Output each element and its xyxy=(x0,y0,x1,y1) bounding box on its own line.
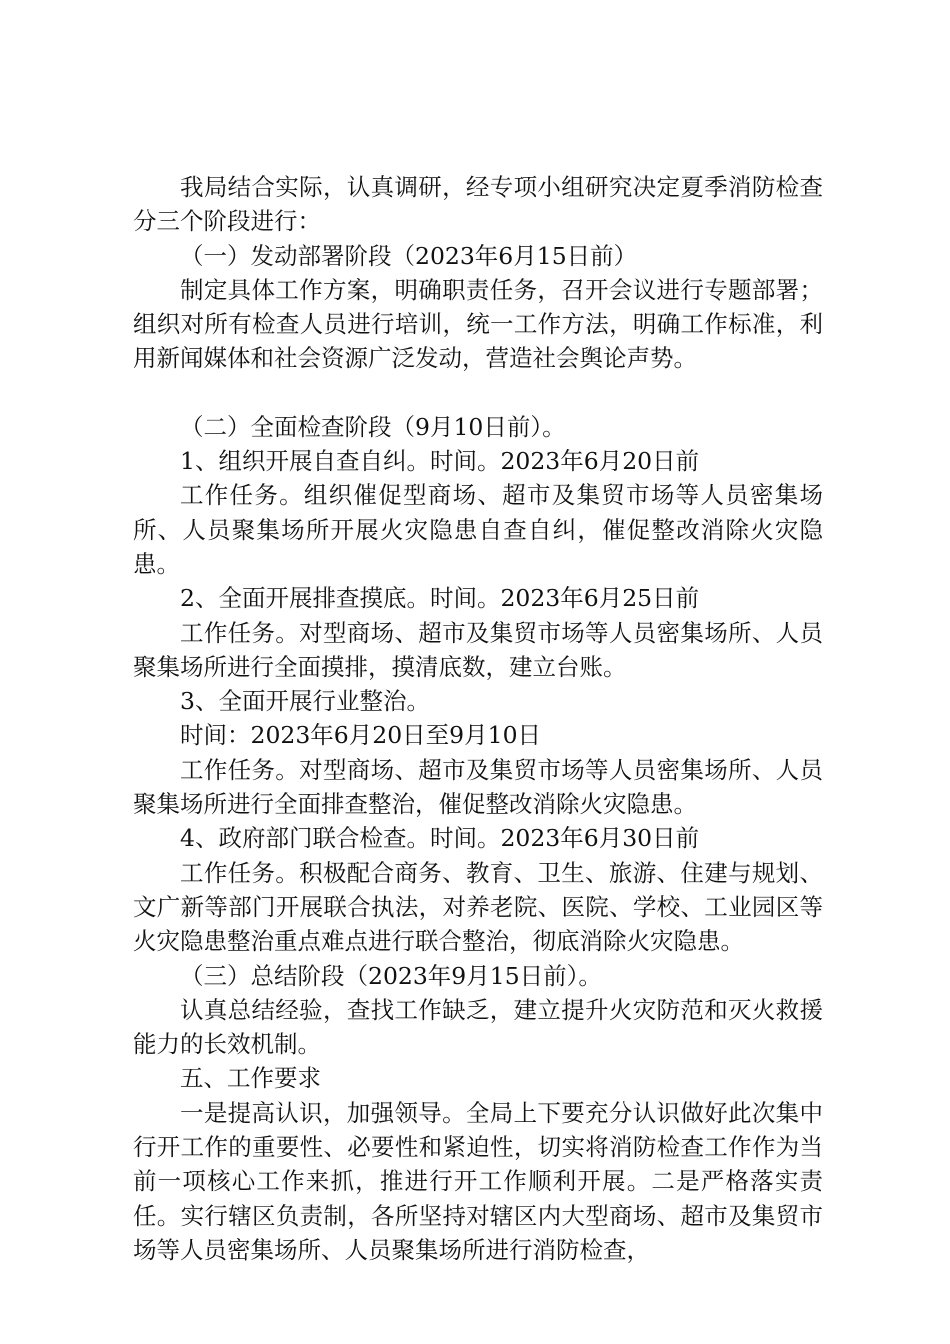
item-3-time: 时间：2023年6月20日至9月10日 xyxy=(180,721,542,750)
item-4-task: 工作任务。积极配合商务、教育、卫生、旅游、住建与规划、文广新等部门开展联合执法，对养老院、医院、学校、工业园区等火灾隐患整治重点难点进行联合整治，彻底消除火灾隐患。 xyxy=(133,858,823,956)
heading-phase-2: （二）全面检查阶段（9月10日前）。 xyxy=(180,412,566,441)
item-2-task: 工作任务。对型商场、超市及集贸市场等人员密集场所、人员聚集场所进行全面摸排，摸清底数，建立台账。 xyxy=(133,618,823,681)
heading-phase-3: （三）总结阶段（2023年9月15日前）。 xyxy=(180,961,602,990)
item-3-task: 工作任务。对型商场、超市及集贸市场等人员密集场所、人员聚集场所进行全面排查整治，催促整改消除火灾隐患。 xyxy=(133,755,823,819)
item-1-title: 1、组织开展自查自纠。时间。2023年6月20日前 xyxy=(180,447,700,476)
paragraph-phase-3-body: 认真总结经验，查找工作缺乏，建立提升火灾防范和灭火救援能力的长效机制。 xyxy=(133,995,823,1059)
heading-phase-1: （一）发动部署阶段（2023年6月15日前） xyxy=(180,241,638,270)
document-body xyxy=(133,170,823,1267)
item-4-title: 4、政府部门联合检查。时间。2023年6月30日前 xyxy=(180,824,700,853)
item-1-task: 工作任务。组织催促型商场、超市及集贸市场等人员密集场所、人员聚集场所开展火灾隐患自查自纠，催促整改消除火灾隐患。 xyxy=(133,481,823,578)
heading-requirements: 五、工作要求 xyxy=(180,1064,321,1093)
paragraph-requirements-body: 一是提高认识，加强领导。全局上下要充分认识做好此次集中行开工作的重要性、必要性和紧迫性，切实将消防检查工作作为当前一项核心工作来抓，推进行开工作顺利开展。二是严格落实责任。实行辖区负责制，各所坚持对辖区内大型商场、超市及集贸市场等人员密集场所、人员聚集场所进行消防检查， xyxy=(133,1098,823,1264)
paragraph-intro: 我局结合实际，认真调研，经专项小组研究决定夏季消防检查分三个阶段进行： xyxy=(133,173,823,236)
item-3-title: 3、全面开展行业整治。 xyxy=(180,687,430,716)
paragraph-phase-1-body: 制定具体工作方案，明确职责任务，召开会议进行专题部署；组织对所有检查人员进行培训，统一工作方法，明确工作标准，利用新闻媒体和社会资源广泛发动，营造社会舆论声势。 xyxy=(133,275,823,373)
item-2-title: 2、全面开展排查摸底。时间。2023年6月25日前 xyxy=(180,584,700,613)
